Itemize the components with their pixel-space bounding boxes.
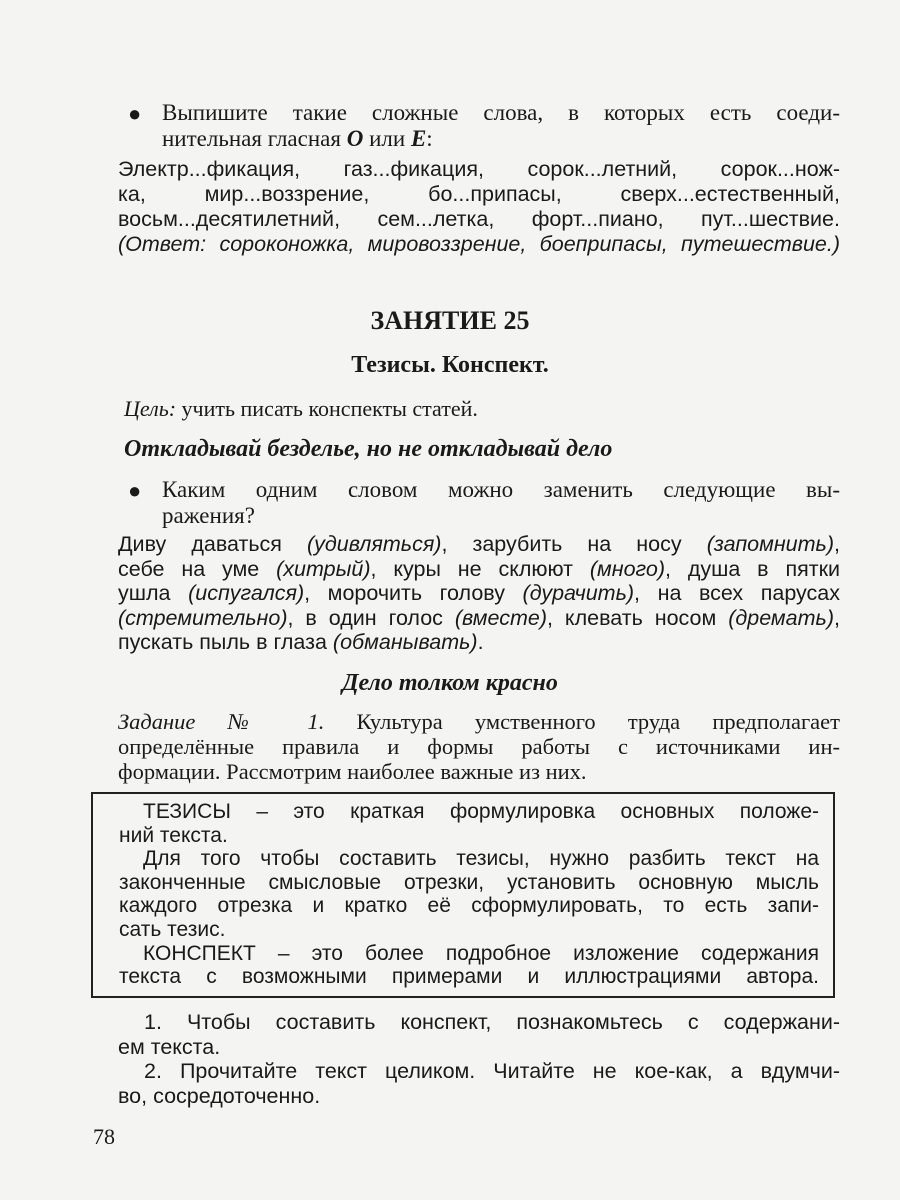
- words-line: Электр...фикация, газ...фикация, сорок...летний, сорок...нож-: [118, 157, 840, 181]
- rule-line: во, сосредоточенно.: [118, 1083, 321, 1108]
- box-line: сать тезис.: [119, 917, 226, 941]
- rule-line: ем текста.: [118, 1034, 221, 1059]
- question: [162, 477, 840, 529]
- expression-text: , куры не склюют: [370, 556, 590, 581]
- words-line: ка, мир...воззрение, бо...припасы, сверх...естественный,: [118, 182, 840, 206]
- bullet-icon: ●: [128, 101, 142, 126]
- lesson-goal: [124, 396, 478, 422]
- expression-text: , душа в пятки: [665, 556, 840, 581]
- expression-line: [118, 581, 840, 606]
- expression-answer: (обманывать): [332, 630, 478, 654]
- expression-text: .: [477, 630, 484, 654]
- expression-answer: (стремительно): [118, 605, 288, 630]
- expression-answer: (хитрый): [276, 556, 371, 581]
- box-line: КОНСПЕКТ – это более подробное изложение содержания: [143, 941, 819, 965]
- exercise-instruction: [162, 100, 840, 152]
- expressions-block: [118, 532, 840, 655]
- expression-text: пускать пыль в глаза: [118, 630, 333, 654]
- question-line-1: Каким одним словом можно заменить следующие вы-: [162, 477, 840, 502]
- lesson-subtitle: Тезисы. Конспект.: [351, 352, 549, 378]
- lesson-title: ЗАНЯТИЕ 25: [370, 306, 530, 335]
- instruction-text: нительная гласная: [162, 126, 347, 151]
- exercise-answer: (Ответ: сороконожка, мировоззрение, боеприпасы, путешествие.): [118, 232, 840, 256]
- box-line: текста с возможными примерами и иллюстрациями автора.: [119, 965, 819, 989]
- box-line: каждого отрезка и кратко её сформулировать, то есть запи-: [119, 894, 819, 918]
- vowel-o: О: [346, 126, 364, 151]
- instruction-line-1: Выпишите такие сложные слова, в которых есть соеди-: [162, 100, 840, 125]
- box-line: ний текста.: [119, 823, 228, 847]
- box-line: ТЕЗИСЫ – это краткая формулировка основных положе-: [143, 800, 819, 823]
- expression-text: ,: [834, 605, 840, 630]
- expression-text: , морочить голову: [304, 581, 523, 605]
- rule-line: 1. Чтобы составить конспект, познакомьтесь с содержани-: [144, 1010, 840, 1034]
- task-block: [118, 709, 840, 784]
- expression-line: [118, 532, 840, 557]
- expression-answer: (дремать): [728, 605, 834, 630]
- bullet-icon: ●: [128, 478, 142, 503]
- expression-text: себе на уме: [118, 556, 277, 581]
- expression-answer: (дурачить): [522, 581, 635, 605]
- vowel-e: Е: [410, 126, 427, 151]
- expression-text: , клевать носом: [547, 605, 729, 630]
- expression-line: [118, 630, 840, 655]
- expression-line: [118, 606, 840, 631]
- rule-line: 2. Прочитайте текст целиком. Читайте не кое-как, а вдумчи-: [144, 1059, 840, 1083]
- instruction-line-2: [162, 126, 840, 152]
- task-line: формации. Рассмотрим наиболее важные из них.: [118, 759, 587, 784]
- expression-answer: (много): [589, 556, 666, 581]
- box-line: законченные смысловые отрезки, установить основную мысль: [119, 870, 819, 894]
- words-line: восьм...десятилетний, сем...летка, форт...пиано, пут...шествие.: [118, 207, 840, 231]
- task-line: определённые правила и формы работы с источниками ин-: [118, 734, 840, 759]
- task-line: [118, 709, 840, 734]
- expression-text: , на всех парусах: [634, 581, 840, 605]
- page-number: 78: [93, 1124, 115, 1149]
- expression-answer: (вместе): [454, 605, 548, 630]
- expression-answer: (испугался): [188, 581, 305, 605]
- goal-text: учить писать конспекты статей.: [176, 396, 478, 421]
- expression-answer: (запомнить): [706, 532, 835, 556]
- section-heading-2: Дело толком красно: [342, 670, 558, 696]
- expression-answer: (удивляться): [306, 532, 442, 556]
- section-heading-1: Откладывай безделье, но не откладывай дело: [124, 436, 613, 462]
- expression-text: ,: [834, 532, 840, 556]
- definitions-text: [119, 800, 819, 989]
- instruction-text: :: [426, 126, 433, 151]
- expression-text: , в один голос: [287, 605, 455, 630]
- task-text: Культура умственного труда предполагает: [324, 709, 840, 734]
- question-line-2: ражения?: [162, 503, 255, 528]
- rules-block: [118, 1010, 840, 1108]
- expression-text: , зарубить на носу: [441, 532, 707, 556]
- expression-text: ушла: [118, 581, 189, 605]
- expression-text: Диву даваться: [118, 532, 307, 556]
- goal-label: Цель:: [124, 396, 177, 421]
- exercise-words: [118, 157, 840, 257]
- instruction-text: или: [363, 126, 411, 151]
- expression-line: [118, 557, 840, 582]
- task-label: Задание № 1.: [118, 709, 325, 734]
- box-line: Для того чтобы составить тезисы, нужно разбить текст на: [143, 847, 819, 871]
